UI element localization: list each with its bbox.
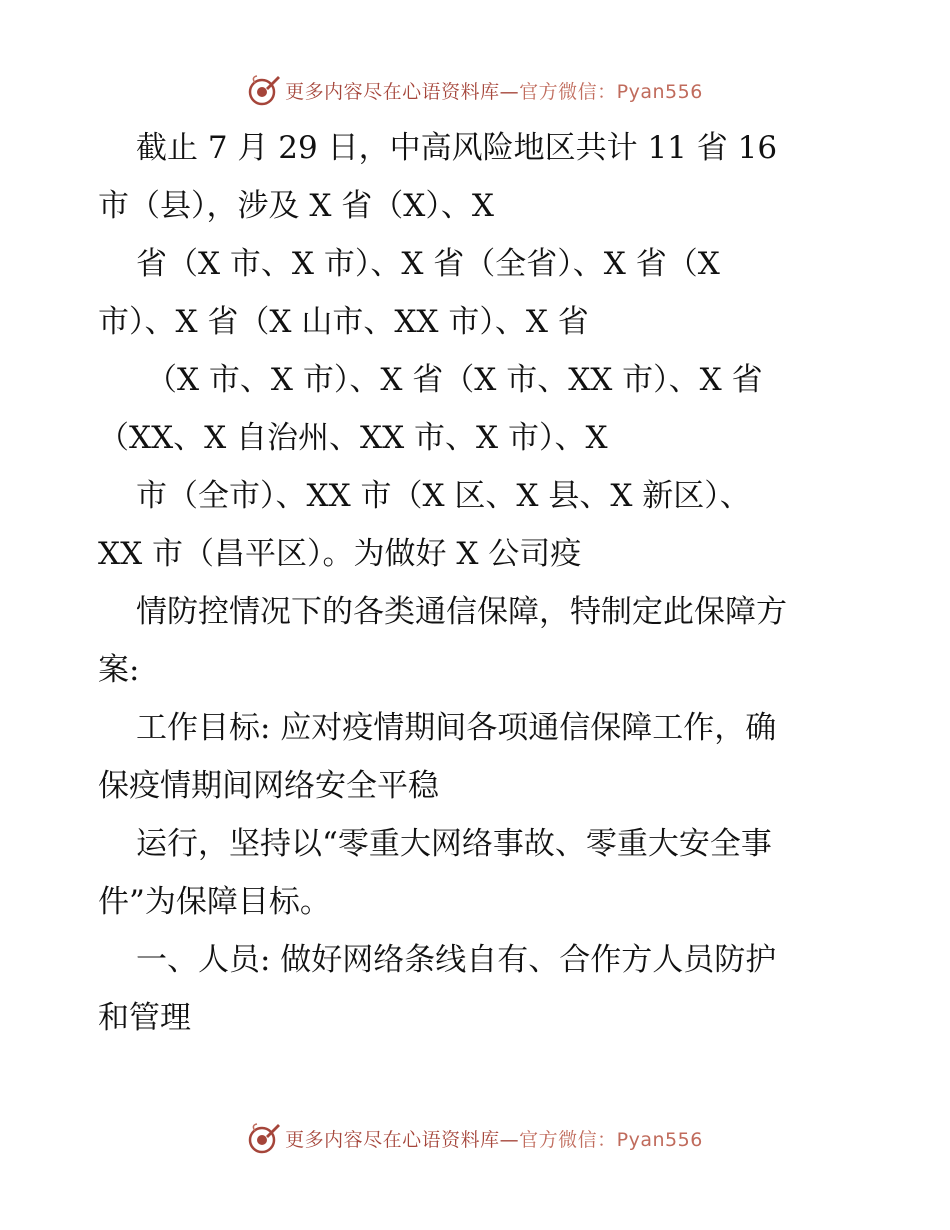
body-line: 截止 7 月 29 日，中高风险地区共计 11 省 16 bbox=[136, 130, 778, 166]
body-line: 工作目标: 应对疫情期间各项通信保障工作，确 bbox=[136, 710, 777, 746]
header-watermark-main: 更多内容尽在心语资料库 bbox=[285, 80, 500, 103]
footer-watermark-text bbox=[285, 1125, 703, 1152]
body-line: 市（县），涉及 X 省（X）、X bbox=[98, 188, 494, 224]
body-line: 情防控情况下的各类通信保障，特制定此保障方 bbox=[136, 594, 787, 630]
body-line: 件”为保障目标。 bbox=[98, 884, 331, 920]
body-line: 一、人员: 做好网络条线自有、合作方人员防护 bbox=[136, 942, 777, 978]
footer-watermark bbox=[0, 1118, 950, 1158]
footer-watermark-wechat: 官方微信：Pyan556 bbox=[519, 1128, 703, 1151]
body-line: 保疫情期间网络安全平稳 bbox=[98, 768, 439, 804]
header-watermark-wechat: 官方微信：Pyan556 bbox=[519, 80, 703, 103]
body-line: 省（X 市、X 市）、X 省（全省）、X 省（X bbox=[136, 246, 720, 282]
header-watermark bbox=[0, 70, 950, 110]
header-watermark-dash: — bbox=[499, 80, 520, 103]
body-line: 案: bbox=[98, 652, 140, 688]
body-line: 和管理 bbox=[98, 1000, 191, 1036]
body-line: 运行，坚持以“零重大网络事故、零重大安全事 bbox=[136, 826, 772, 862]
pen-seal-logo-icon bbox=[247, 1121, 281, 1155]
body-line: 市（全市）、XX 市（X 区、X 县、X 新区）、 bbox=[136, 478, 751, 514]
body-line: （XX、X 自治州、XX 市、X 市）、X bbox=[98, 420, 608, 456]
footer-watermark-main: 更多内容尽在心语资料库 bbox=[285, 1128, 500, 1151]
body-line: XX 市（昌平区）。为做好 X 公司疫 bbox=[98, 536, 582, 572]
body-line: （X 市、X 市）、X 省（X 市、XX 市）、X 省 bbox=[146, 362, 763, 398]
footer-watermark-dash: — bbox=[499, 1128, 520, 1151]
header-watermark-text bbox=[285, 77, 703, 104]
pen-seal-logo-icon bbox=[247, 73, 281, 107]
body-line: 市）、X 省（X 山市、XX 市）、X 省 bbox=[98, 304, 589, 340]
